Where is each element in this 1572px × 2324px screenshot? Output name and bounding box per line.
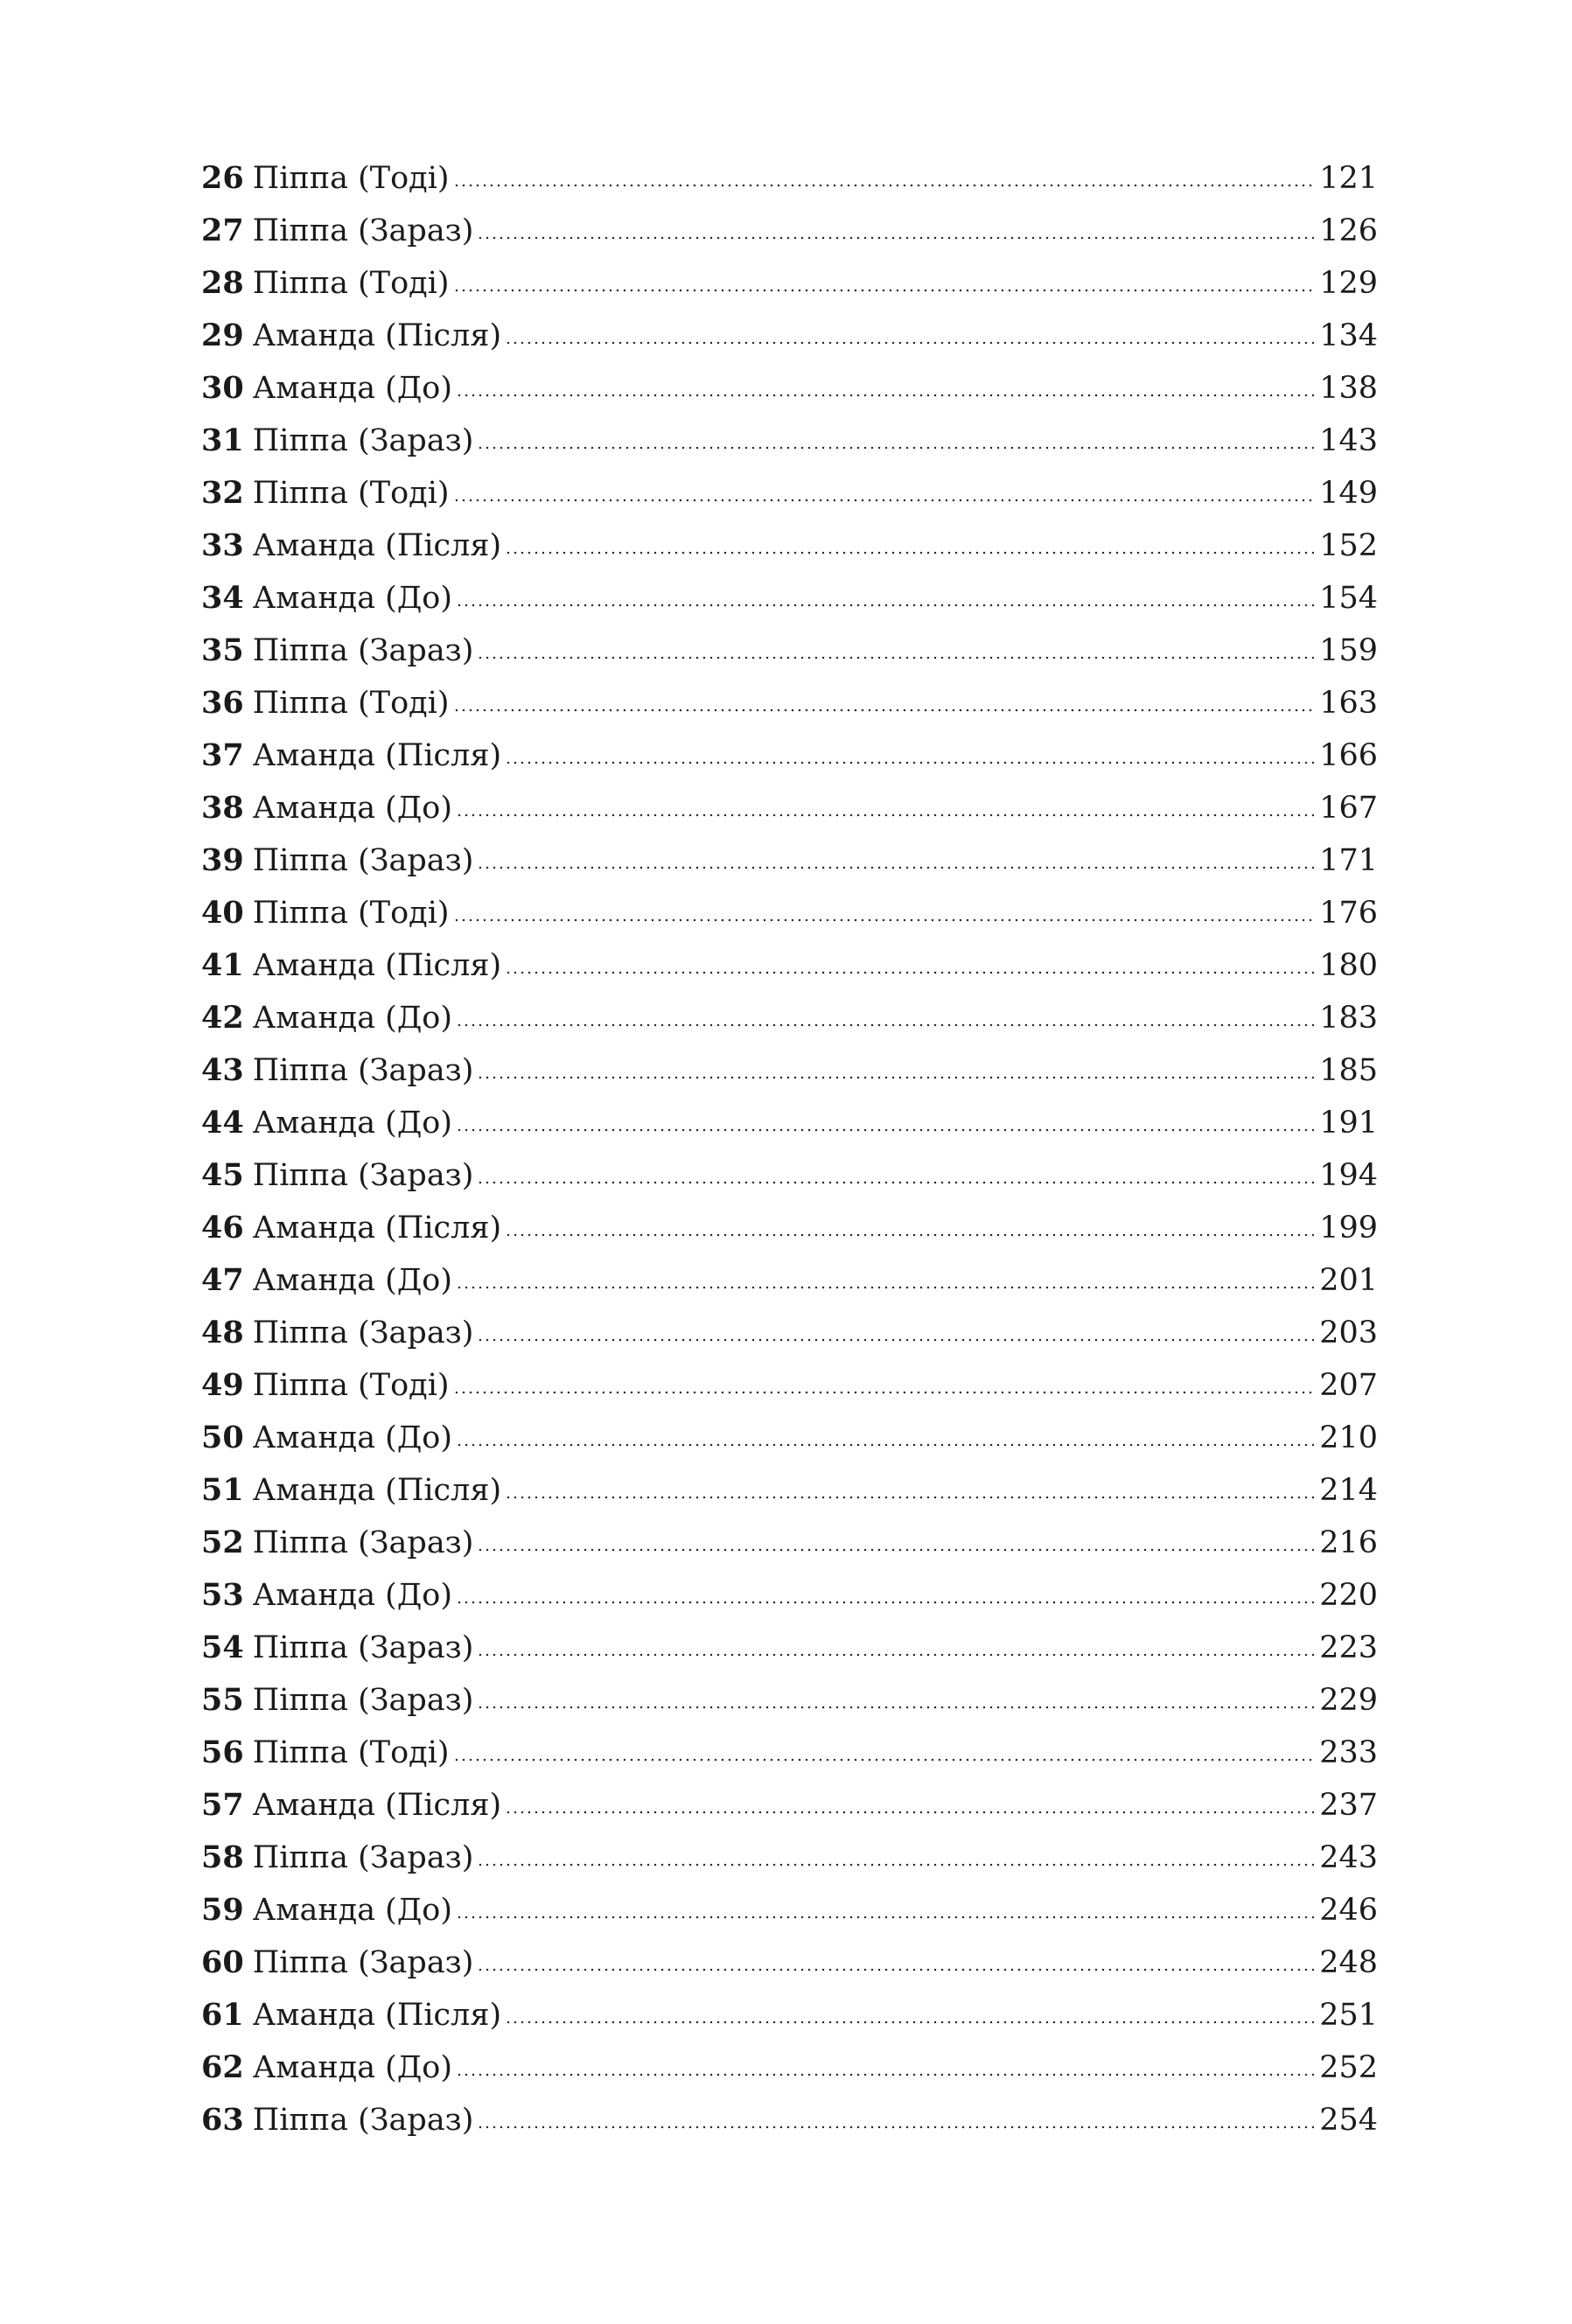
- dot-leader: [477, 1074, 1314, 1081]
- page-number: 154: [1319, 581, 1378, 616]
- toc-entry: [201, 304, 1378, 357]
- toc-entry: [201, 1984, 1378, 2036]
- chapter-number: 27: [201, 213, 244, 248]
- toc-entry: [201, 724, 1378, 777]
- chapter-number: 32: [201, 475, 244, 511]
- dot-leader: [456, 392, 1314, 399]
- chapter-title: Аманда (До): [252, 1263, 453, 1298]
- chapter-title: Піппа (Зараз): [252, 2103, 474, 2138]
- chapter-title: Піппа (Тоді): [252, 476, 450, 511]
- chapter-number: 59: [201, 1892, 244, 1928]
- page-number: 246: [1319, 1893, 1378, 1928]
- page-number: 216: [1319, 1525, 1378, 1560]
- chapter-title: Піппа (Зараз): [252, 843, 474, 878]
- dot-leader: [456, 812, 1314, 819]
- toc-entry: [201, 619, 1378, 672]
- chapter-title: Піппа (Зараз): [252, 1683, 474, 1718]
- toc-entry: [201, 1721, 1378, 1774]
- toc-entry: [201, 462, 1378, 514]
- dot-leader: [456, 1127, 1314, 1134]
- page-number: 229: [1319, 1683, 1378, 1718]
- dot-leader: [477, 1179, 1314, 1186]
- dot-leader: [477, 1336, 1314, 1343]
- chapter-title: Аманда (Після): [252, 948, 502, 983]
- toc-entry: [201, 1931, 1378, 1984]
- page-number: 223: [1319, 1630, 1378, 1665]
- toc-entry: [201, 1302, 1378, 1354]
- toc-entry: [201, 672, 1378, 724]
- page-number: 220: [1319, 1578, 1378, 1613]
- dot-leader: [505, 339, 1314, 346]
- toc-entry: [201, 777, 1378, 829]
- dot-leader: [456, 2071, 1314, 2078]
- toc-entry: [201, 2036, 1378, 2089]
- chapter-title: Аманда (До): [252, 1893, 453, 1928]
- toc-entry: [201, 829, 1378, 882]
- page-number: 171: [1319, 843, 1378, 878]
- chapter-number: 44: [201, 1105, 244, 1141]
- chapter-number: 26: [201, 160, 244, 196]
- chapter-number: 61: [201, 1997, 244, 2033]
- page-number: 166: [1319, 738, 1378, 773]
- chapter-number: 48: [201, 1315, 244, 1350]
- toc-entry: [201, 882, 1378, 934]
- dot-leader: [456, 602, 1314, 609]
- chapter-title: Піппа (Зараз): [252, 1316, 474, 1350]
- page-number: 185: [1319, 1053, 1378, 1088]
- toc-entry: [201, 1459, 1378, 1511]
- chapter-number: 35: [201, 632, 244, 668]
- chapter-number: 37: [201, 737, 244, 773]
- chapter-title: Піппа (Зараз): [252, 1630, 474, 1665]
- chapter-number: 60: [201, 1944, 244, 1980]
- toc-entry: [201, 2089, 1378, 2141]
- page-number: 201: [1319, 1263, 1378, 1298]
- toc-entry: [201, 1879, 1378, 1931]
- toc-entry: [201, 987, 1378, 1039]
- toc-entry: [201, 252, 1378, 304]
- chapter-title: Аманда (До): [252, 2050, 453, 2085]
- dot-leader: [453, 497, 1315, 504]
- page-number: 248: [1319, 1945, 1378, 1980]
- chapter-number: 54: [201, 1630, 244, 1665]
- page-number: 233: [1319, 1735, 1378, 1770]
- chapter-number: 49: [201, 1367, 244, 1403]
- toc-entry: [201, 1774, 1378, 1826]
- dot-leader: [456, 1022, 1314, 1029]
- chapter-number: 38: [201, 790, 244, 826]
- page-number: 167: [1319, 791, 1378, 826]
- chapter-title: Піппа (Зараз): [252, 423, 474, 458]
- dot-leader: [456, 1441, 1314, 1448]
- chapter-title: Піппа (Тоді): [252, 1735, 450, 1770]
- dot-leader: [453, 917, 1315, 924]
- toc-entry: [201, 1669, 1378, 1721]
- toc-entry: [201, 409, 1378, 462]
- chapter-number: 29: [201, 318, 244, 353]
- dot-leader: [505, 549, 1314, 556]
- chapter-title: Аманда (До): [252, 1106, 453, 1141]
- page-number: 126: [1319, 213, 1378, 248]
- toc-entry: [201, 1406, 1378, 1459]
- chapter-title: Піппа (Зараз): [252, 1053, 474, 1088]
- page-number: 143: [1319, 423, 1378, 458]
- chapter-number: 53: [201, 1577, 244, 1613]
- page-number: 194: [1319, 1158, 1378, 1193]
- dot-leader: [505, 759, 1314, 766]
- toc-entry: [201, 1249, 1378, 1302]
- dot-leader: [456, 1914, 1314, 1921]
- page-number: 199: [1319, 1211, 1378, 1246]
- chapter-title: Аманда (До): [252, 1001, 453, 1036]
- chapter-title: Аманда (Після): [252, 1473, 502, 1508]
- dot-leader: [477, 444, 1314, 451]
- toc-entry: [201, 1564, 1378, 1616]
- chapter-number: 57: [201, 1787, 244, 1823]
- page-number: 191: [1319, 1106, 1378, 1141]
- dot-leader: [505, 1494, 1314, 1501]
- dot-leader: [453, 287, 1315, 294]
- dot-leader: [477, 864, 1314, 871]
- chapter-title: Піппа (Зараз): [252, 1158, 474, 1193]
- toc-entry: [201, 514, 1378, 567]
- page-number: 152: [1319, 528, 1378, 563]
- chapter-title: Аманда (До): [252, 791, 453, 826]
- dot-leader: [477, 1704, 1314, 1711]
- chapter-number: 56: [201, 1734, 244, 1770]
- toc-entry: [201, 1826, 1378, 1879]
- page-number: 159: [1319, 633, 1378, 668]
- dot-leader: [456, 1599, 1314, 1606]
- toc-entry: [201, 357, 1378, 409]
- chapter-title: Піппа (Тоді): [252, 266, 450, 301]
- page-number: 149: [1319, 476, 1378, 511]
- chapter-title: Аманда (До): [252, 371, 453, 406]
- chapter-title: Піппа (Зараз): [252, 1840, 474, 1875]
- page-number: 252: [1319, 2050, 1378, 2085]
- chapter-title: Піппа (Тоді): [252, 161, 450, 196]
- chapter-number: 39: [201, 842, 244, 878]
- dot-leader: [477, 2124, 1314, 2131]
- toc-entry: [201, 1144, 1378, 1197]
- chapter-title: Аманда (До): [252, 1578, 453, 1613]
- page-number: 207: [1319, 1368, 1378, 1403]
- toc-entry: [201, 934, 1378, 987]
- chapter-title: Піппа (Зараз): [252, 1945, 474, 1980]
- chapter-title: Піппа (Зараз): [252, 1525, 474, 1560]
- chapter-title: Аманда (Після): [252, 318, 502, 353]
- dot-leader: [456, 1284, 1314, 1291]
- chapter-number: 31: [201, 422, 244, 458]
- chapter-number: 63: [201, 2102, 244, 2138]
- chapter-number: 45: [201, 1157, 244, 1193]
- chapter-number: 58: [201, 1839, 244, 1875]
- dot-leader: [477, 1966, 1314, 1973]
- chapter-title: Аманда (Після): [252, 738, 502, 773]
- chapter-title: Піппа (Зараз): [252, 633, 474, 668]
- page-number: 210: [1319, 1420, 1378, 1455]
- chapter-title: Аманда (До): [252, 1420, 453, 1455]
- chapter-title: Піппа (Тоді): [252, 896, 450, 931]
- chapter-title: Аманда (До): [252, 581, 453, 616]
- chapter-number: 41: [201, 947, 244, 983]
- page-number: 121: [1319, 161, 1378, 196]
- chapter-number: 46: [201, 1210, 244, 1246]
- dot-leader: [477, 654, 1314, 661]
- table-of-contents: [201, 147, 1378, 2141]
- chapter-number: 50: [201, 1420, 244, 1455]
- page-number: 251: [1319, 1998, 1378, 2033]
- chapter-title: Аманда (Після): [252, 1211, 502, 1246]
- toc-entry: [201, 1616, 1378, 1669]
- page-number: 254: [1319, 2103, 1378, 2138]
- toc-entry: [201, 199, 1378, 252]
- chapter-number: 40: [201, 895, 244, 931]
- dot-leader: [453, 707, 1315, 714]
- dot-leader: [453, 1389, 1315, 1396]
- page-number: 243: [1319, 1840, 1378, 1875]
- chapter-number: 51: [201, 1472, 244, 1508]
- chapter-number: 55: [201, 1682, 244, 1718]
- chapter-number: 47: [201, 1262, 244, 1298]
- page-number: 163: [1319, 686, 1378, 721]
- toc-entry: [201, 1092, 1378, 1144]
- chapter-title: Аманда (Після): [252, 528, 502, 563]
- chapter-number: 62: [201, 2049, 244, 2085]
- toc-entry: [201, 1511, 1378, 1564]
- page-number: 183: [1319, 1001, 1378, 1036]
- chapter-number: 33: [201, 527, 244, 563]
- dot-leader: [453, 1756, 1315, 1763]
- chapter-number: 28: [201, 265, 244, 301]
- chapter-number: 42: [201, 1000, 244, 1036]
- chapter-number: 30: [201, 370, 244, 406]
- dot-leader: [505, 1809, 1314, 1816]
- page-number: 214: [1319, 1473, 1378, 1508]
- dot-leader: [477, 1861, 1314, 1868]
- chapter-number: 36: [201, 685, 244, 721]
- page-number: 180: [1319, 948, 1378, 983]
- chapter-title: Піппа (Зараз): [252, 213, 474, 248]
- chapter-number: 52: [201, 1525, 244, 1560]
- toc-entry: [201, 1197, 1378, 1249]
- dot-leader: [505, 2019, 1314, 2026]
- dot-leader: [477, 234, 1314, 241]
- toc-entry: [201, 1039, 1378, 1092]
- chapter-number: 43: [201, 1052, 244, 1088]
- dot-leader: [505, 1232, 1314, 1239]
- chapter-title: Піппа (Тоді): [252, 686, 450, 721]
- dot-leader: [453, 182, 1315, 189]
- page-number: 129: [1319, 266, 1378, 301]
- toc-entry: [201, 147, 1378, 199]
- dot-leader: [505, 969, 1314, 976]
- chapter-number: 34: [201, 580, 244, 616]
- page-number: 176: [1319, 896, 1378, 931]
- toc-entry: [201, 1354, 1378, 1406]
- dot-leader: [477, 1651, 1314, 1658]
- page-number: 203: [1319, 1316, 1378, 1350]
- chapter-title: Аманда (Після): [252, 1998, 502, 2033]
- page-number: 134: [1319, 318, 1378, 353]
- page-number: 138: [1319, 371, 1378, 406]
- toc-entry: [201, 567, 1378, 619]
- chapter-title: Аманда (Після): [252, 1788, 502, 1823]
- page-number: 237: [1319, 1788, 1378, 1823]
- chapter-title: Піппа (Тоді): [252, 1368, 450, 1403]
- dot-leader: [477, 1546, 1314, 1553]
